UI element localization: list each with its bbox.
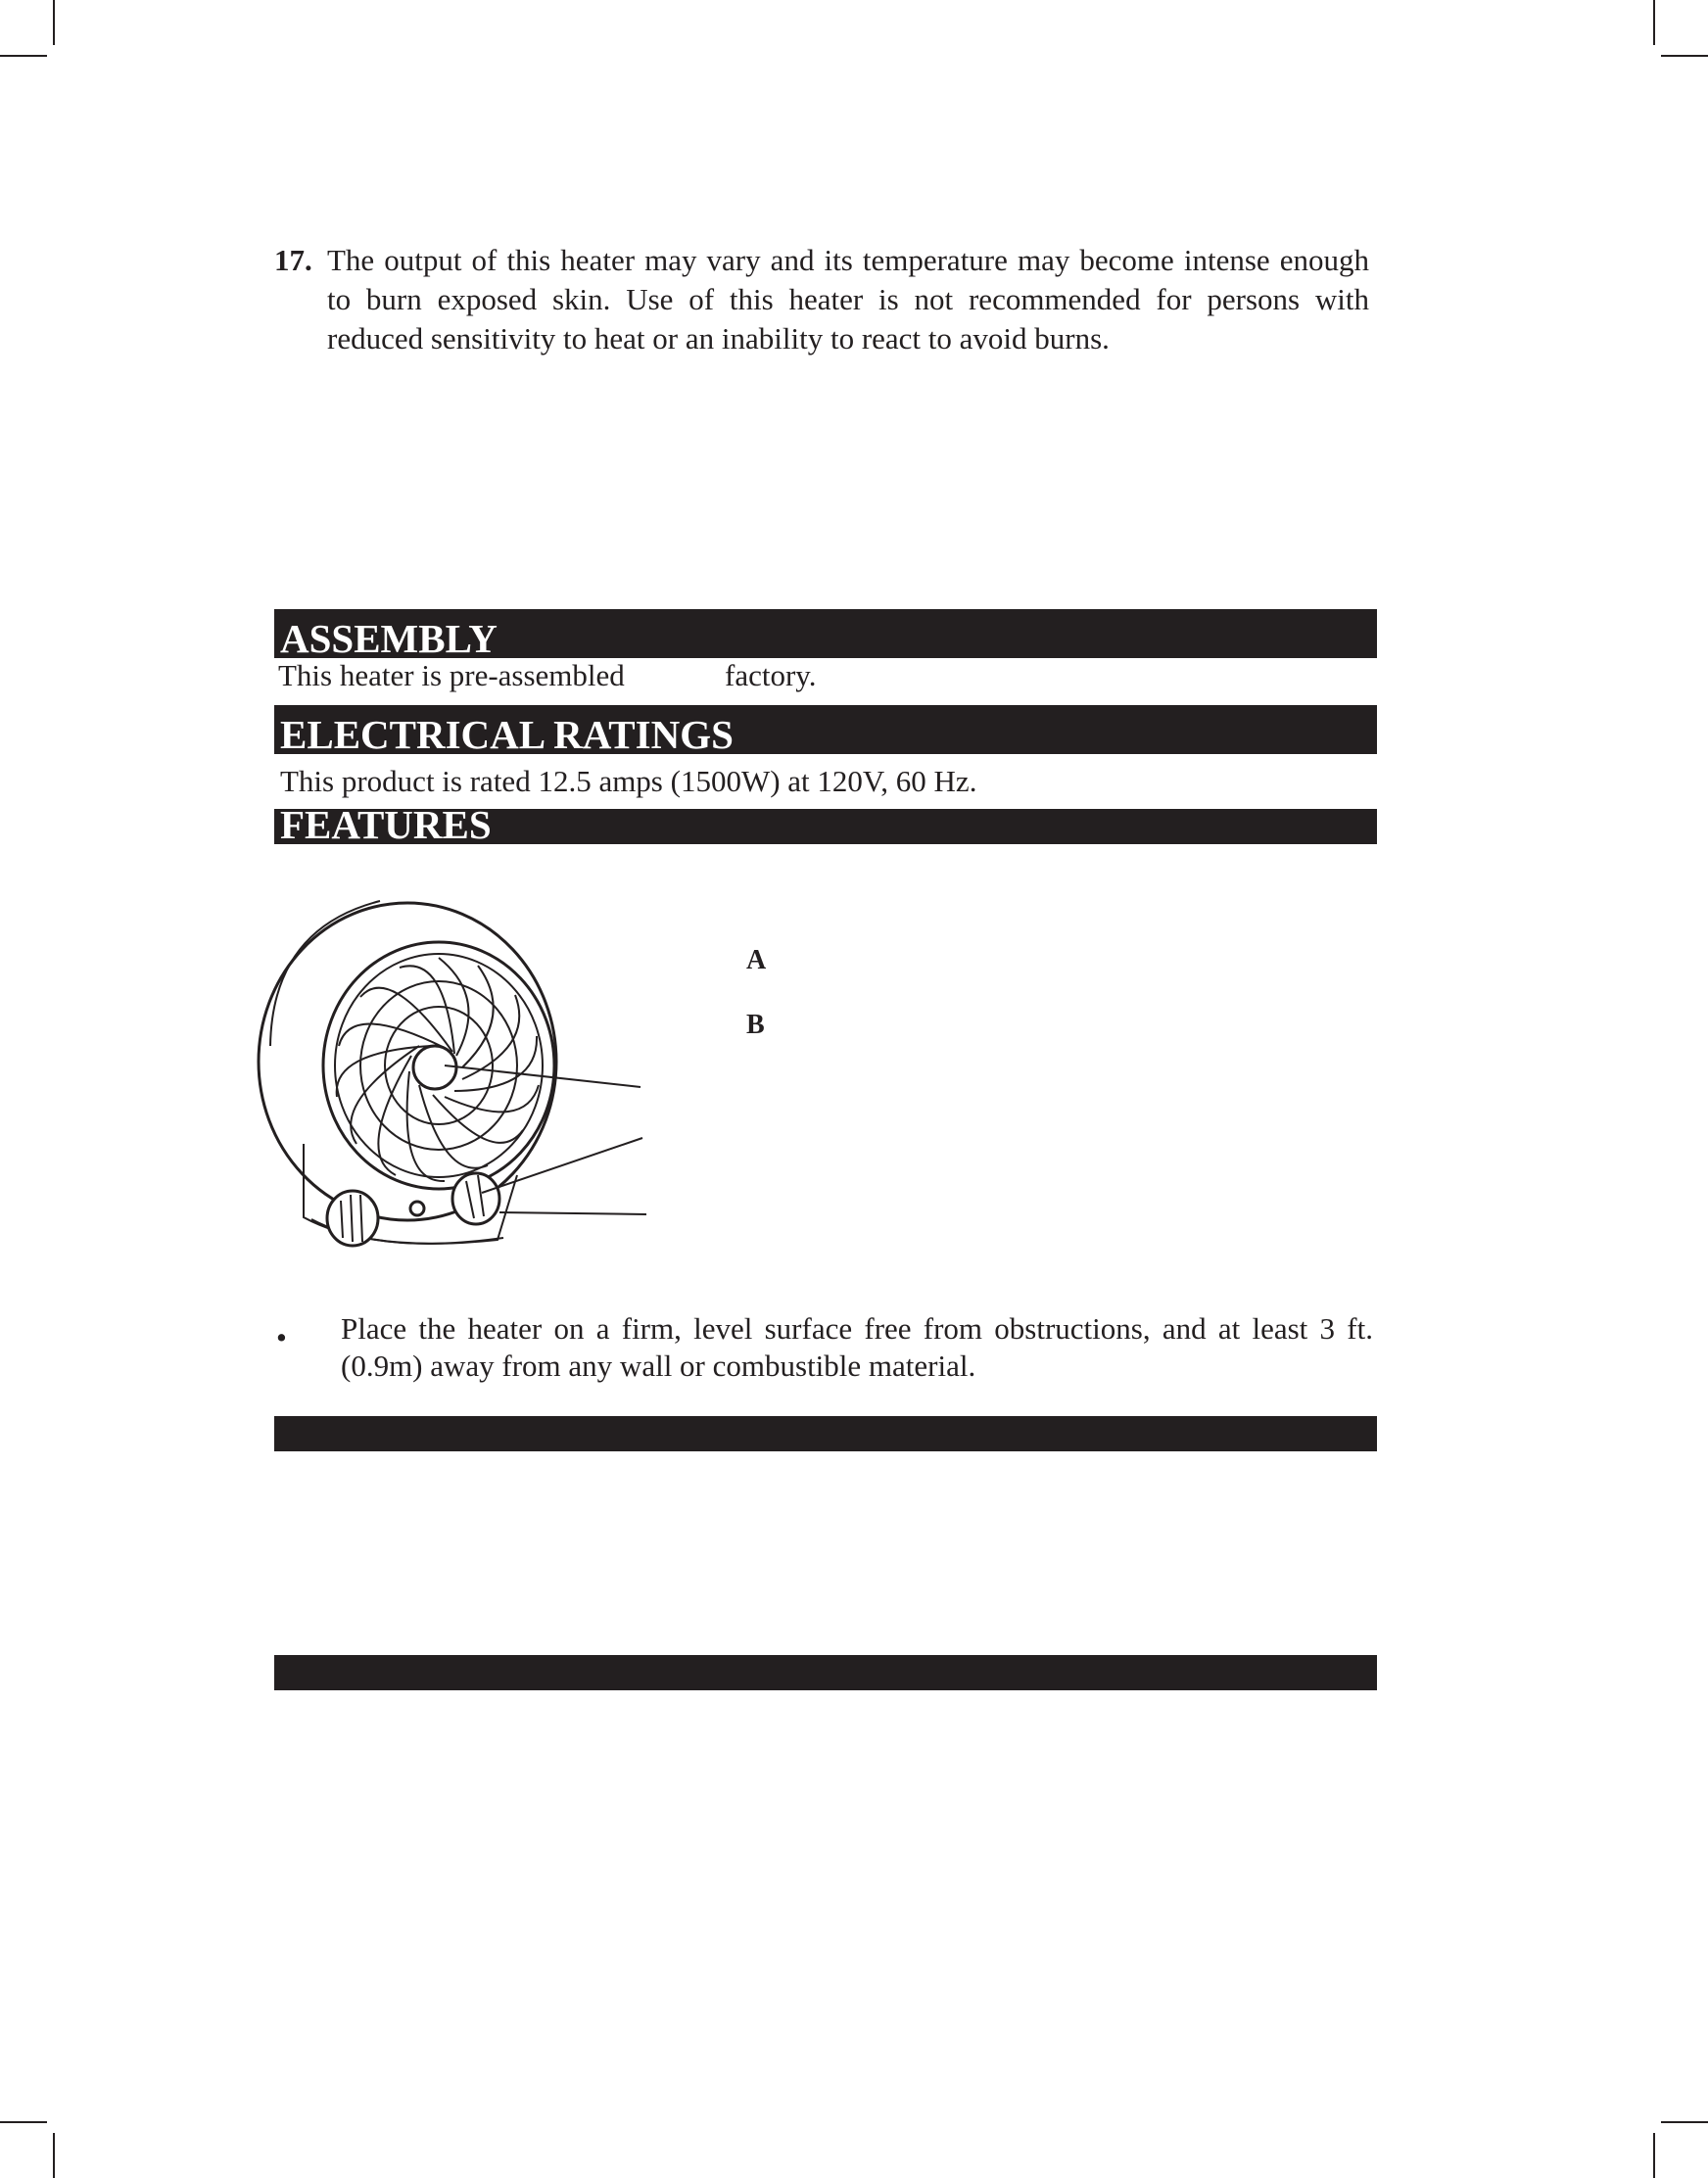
section-bar-empty-1 [274, 1416, 1377, 1451]
crop-mark [53, 2133, 55, 2178]
crop-mark [0, 2121, 47, 2123]
item-number: 17. [274, 243, 312, 277]
placement-instruction: Place the heater on a firm, level surface free from obstructions, and at least 3 ft. (0.9m) away from any wall or combustible material. [341, 1311, 1373, 1383]
feature-label-a: A [746, 945, 767, 975]
section-heading-features: FEATURES [280, 802, 492, 847]
section-heading-electrical: ELECTRICAL RATINGS [280, 712, 734, 757]
section-heading-assembly: ASSEMBLY [280, 616, 498, 661]
assembly-text-end: factory. [725, 658, 817, 692]
crop-mark [1653, 0, 1655, 45]
item-text: The output of this heater may vary and its temperature may become intense enough to burn exposed skin. Use of this heater is not recommended for persons with reduced sensitivity to heat or an inability to react to avoid burns. [327, 243, 1369, 355]
feature-label-b: B [746, 1010, 765, 1040]
crop-mark [1661, 2121, 1708, 2123]
crop-mark [0, 55, 47, 57]
section-bar-electrical [274, 705, 1377, 757]
section-bar-features [274, 802, 1377, 847]
section-bar-empty-2 [274, 1655, 1377, 1690]
electrical-rating-text: This product is rated 12.5 amps (1500W) at 120V, 60 Hz. [280, 764, 977, 798]
heater-illustration [253, 889, 654, 1261]
section-bar-assembly [274, 609, 1377, 661]
crop-mark [1653, 2133, 1655, 2178]
crop-mark [1661, 55, 1708, 57]
bullet-marker: • [276, 1320, 287, 1354]
assembly-text-start: This heater is pre-assembled [278, 658, 625, 692]
crop-mark [53, 0, 55, 45]
